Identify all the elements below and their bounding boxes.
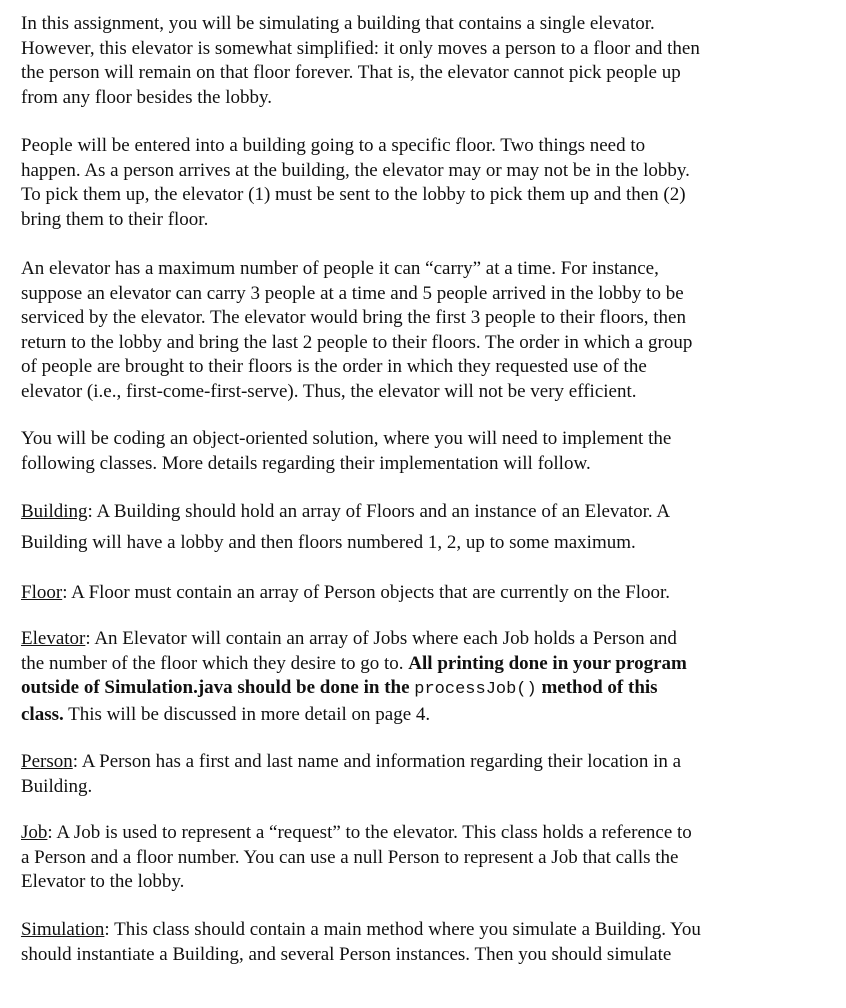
text-span: the number of the floor which they desire to go to. <box>21 652 409 674</box>
text-line: serviced by the elevator. The elevator would bring the first 3 people to their floors, then <box>21 307 686 329</box>
bold-text: All printing done in your program <box>408 652 687 674</box>
floor-class-description <box>21 581 821 606</box>
text-line <box>21 918 821 943</box>
bold-text: outside of Simulation.java should be done in the <box>21 677 415 699</box>
text-line: bring them to their floor. <box>21 208 209 230</box>
text-line <box>21 627 821 652</box>
text-line: suppose an elevator can carry 3 people at a time and 5 people arrived in the lobby to be <box>21 282 684 304</box>
text-span: : An Elevator will contain an array of Jobs where each Job holds a Person and <box>85 628 677 649</box>
class-term-person: Person <box>21 751 73 772</box>
class-term-elevator: Elevator <box>21 628 86 649</box>
text-line: a Person and a floor number. You can use a null Person to represent a Job that calls the <box>21 846 679 868</box>
text-line: happen. As a person arrives at the building, the elevator may or may not be in the lobby. <box>21 159 690 181</box>
text-line <box>21 496 821 527</box>
bold-text: method of this <box>536 677 658 699</box>
arrival-paragraph <box>21 134 821 232</box>
class-term-simulation: Simulation <box>21 919 105 940</box>
text-line <box>21 676 821 703</box>
text-span: : A Person has a first and last name and information regarding their location in a <box>72 751 682 772</box>
person-class-description <box>21 750 821 799</box>
text-line: An elevator has a maximum number of people it can “carry” at a time. For instance, <box>21 258 659 279</box>
text-line: People will be entered into a building going to a specific floor. Two things need to <box>21 135 646 156</box>
intro-paragraph <box>21 12 821 110</box>
text-line: Building. <box>21 775 93 797</box>
text-line: Elevator to the lobby. <box>21 871 185 893</box>
building-class-description <box>21 496 821 558</box>
simulation-class-description <box>21 918 821 967</box>
text-line: of people are brought to their floors is the order in which they requested use of the <box>21 356 647 378</box>
bold-text: class. <box>21 703 64 725</box>
text-span: : A Building should hold an array of Floors and an instance of an Elevator. A <box>87 501 671 522</box>
text-span: This will be discussed in more detail on page 4. <box>63 703 431 725</box>
text-line <box>21 703 821 728</box>
text-span: : This class should contain a main method where you simulate a Building. You <box>104 919 701 940</box>
text-line: To pick them up, the elevator (1) must be sent to the lobby to pick them up and then (2) <box>21 184 686 206</box>
text-line: Building will have a lobby and then floors numbered 1, 2, up to some maximum. <box>21 532 636 553</box>
capacity-paragraph <box>21 257 821 405</box>
text-line: the person will remain on that floor forever. That is, the elevator cannot pick people up <box>21 62 681 84</box>
text-line <box>21 652 821 677</box>
text-line: return to the lobby and bring the last 2 people to their floors. The order in which a group <box>21 331 693 353</box>
text-line <box>21 750 821 775</box>
job-class-description <box>21 821 821 895</box>
class-term-floor: Floor <box>21 582 63 603</box>
text-line <box>21 821 821 846</box>
text-line: In this assignment, you will be simulating a building that contains a single elevator. <box>21 13 655 34</box>
text-line: should instantiate a Building, and several Person instances. Then you should simulate <box>21 943 672 965</box>
classes-intro-paragraph <box>21 427 821 476</box>
text-span: : A Job is used to represent a “request” to the elevator. This class holds a reference to <box>47 822 692 843</box>
text-line <box>21 581 821 606</box>
class-term-building: Building <box>21 501 88 522</box>
text-line: from any floor besides the lobby. <box>21 86 272 108</box>
text-line: following classes. More details regarding their implementation will follow. <box>21 452 591 474</box>
text-line: You will be coding an object-oriented solution, where you will need to implement the <box>21 428 672 449</box>
text-line: However, this elevator is somewhat simplified: it only moves a person to a floor and then <box>21 37 700 59</box>
elevator-class-description <box>21 627 821 727</box>
code-process-job: processJob() <box>414 680 537 700</box>
text-line: elevator (i.e., first-come-first-serve). Thus, the elevator will not be very efficient. <box>21 380 637 402</box>
text-span: : A Floor must contain an array of Person objects that are currently on the Floor. <box>62 582 671 603</box>
class-term-job: Job <box>21 822 48 843</box>
